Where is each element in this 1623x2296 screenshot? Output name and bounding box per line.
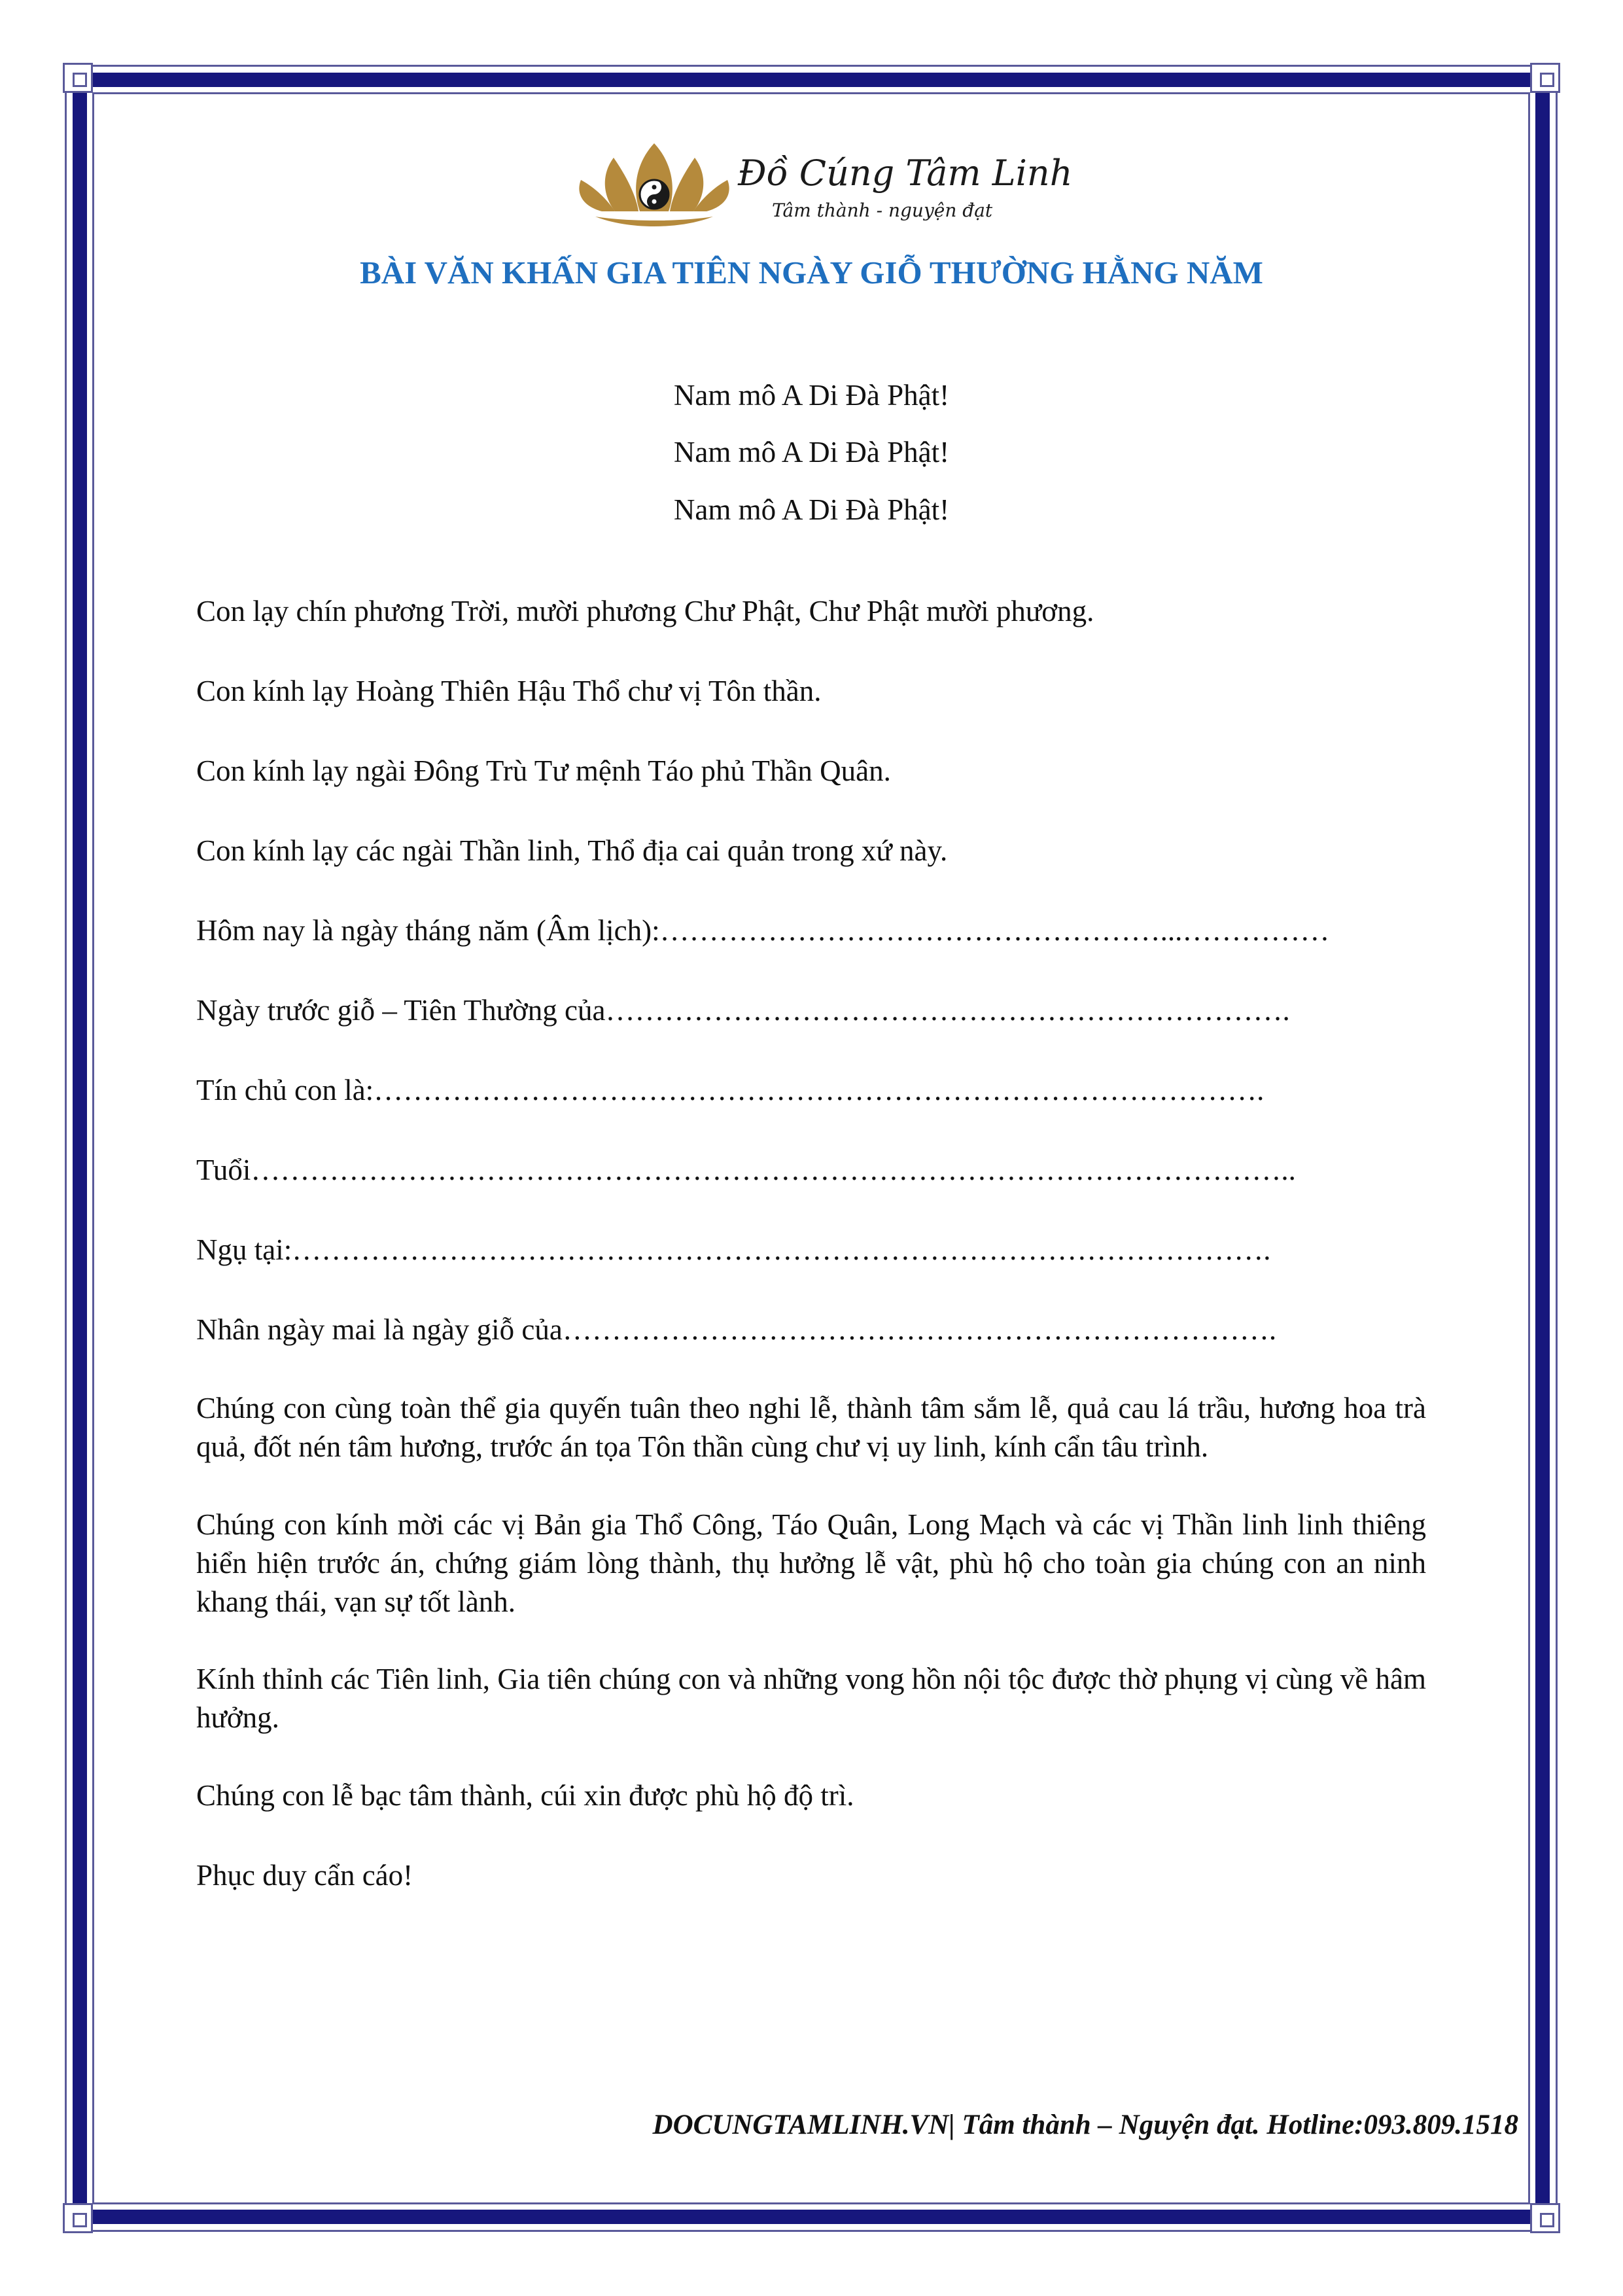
prayer-paragraph: Con kính lạy ngài Đông Trù Tư mệnh Táo phủ Thần Quân.	[196, 754, 891, 787]
prayer-paragraph: Chúng con kính mời các vị Bản gia Thổ Công, Táo Quân, Long Mạch và các vị Thần linh linh thiêng hiển hiện trước án, chứng giám lòng thành, thụ hưởng lễ vật, phù hộ cho toàn gia chúng con an ninh khang thái, vạn sự tốt lành.	[196, 1508, 1426, 1618]
form-line-age: Tuổi……………………………………………………………………………………………..	[196, 1154, 1296, 1186]
logo-brand-text: Đồ Cúng Tâm Linh	[738, 152, 1073, 194]
corner-ornament-bottom-right	[1530, 2203, 1560, 2233]
chant-line: Nam mô A Di Đà Phật!	[673, 379, 950, 412]
corner-ornament-bottom-left	[63, 2203, 93, 2233]
logo-slogan-text: Tâm thành - nguyện đạt	[772, 200, 993, 221]
footer-contact: DOCUNGTAMLINH.VN| Tâm thành – Nguyện đạt. Hotline:093.809.1518	[652, 2110, 1518, 2140]
form-line-host: Tín chủ con là:……………………………………………………………………………….	[196, 1074, 1265, 1106]
prayer-paragraph: Chúng con cùng toàn thể gia quyến tuân theo nghi lễ, thành tâm sắm lễ, quả cau lá trầu, hương hoa trà quả, đốt nén tâm hương, trước án tọa Tôn thần cùng chư vị uy linh, kính cẩn tâu trình.	[196, 1392, 1426, 1463]
prayer-paragraph: Kính thỉnh các Tiên linh, Gia tiên chúng con và những vong hồn nội tộc được thờ phụng vị cùng về hâm hưởng.	[196, 1663, 1426, 1734]
chant-line: Nam mô A Di Đà Phật!	[673, 493, 950, 526]
prayer-paragraph: Con kính lạy Hoàng Thiên Hậu Thổ chư vị Tôn thần.	[196, 675, 822, 707]
brand-logo	[576, 134, 1073, 232]
corner-ornament-top-right	[1530, 63, 1560, 93]
form-line-address: Ngụ tại:……………………………………………………………………………………….	[196, 1233, 1271, 1266]
form-line-eve: Ngày trước giỗ – Tiên Thường của…………………………………………………………….	[196, 994, 1290, 1027]
corner-ornament-top-left	[63, 63, 93, 93]
page-title: BÀI VĂN KHẤN GIA TIÊN NGÀY GIỖ THƯỜNG HẰNG NĂM	[360, 255, 1263, 291]
closing-line: Phục duy cẩn cáo!	[196, 1859, 413, 1892]
chant-line: Nam mô A Di Đà Phật!	[673, 436, 950, 468]
prayer-paragraph: Con lạy chín phương Trời, mười phương Chư Phật, Chư Phật mười phương.	[196, 595, 1094, 627]
lotus-yin-yang-icon	[576, 134, 1073, 232]
form-line-anniversary: Nhân ngày mai là ngày giỗ của……………………………………………………………….	[196, 1313, 1277, 1346]
prayer-paragraph: Con kính lạy các ngài Thần linh, Thổ địa cai quản trong xứ này.	[196, 834, 948, 867]
form-line-date: Hôm nay là ngày tháng năm (Âm lịch):……………………………………………...……………	[196, 914, 1330, 947]
prayer-paragraph: Chúng con lễ bạc tâm thành, cúi xin được phù hộ độ trì.	[196, 1779, 854, 1812]
